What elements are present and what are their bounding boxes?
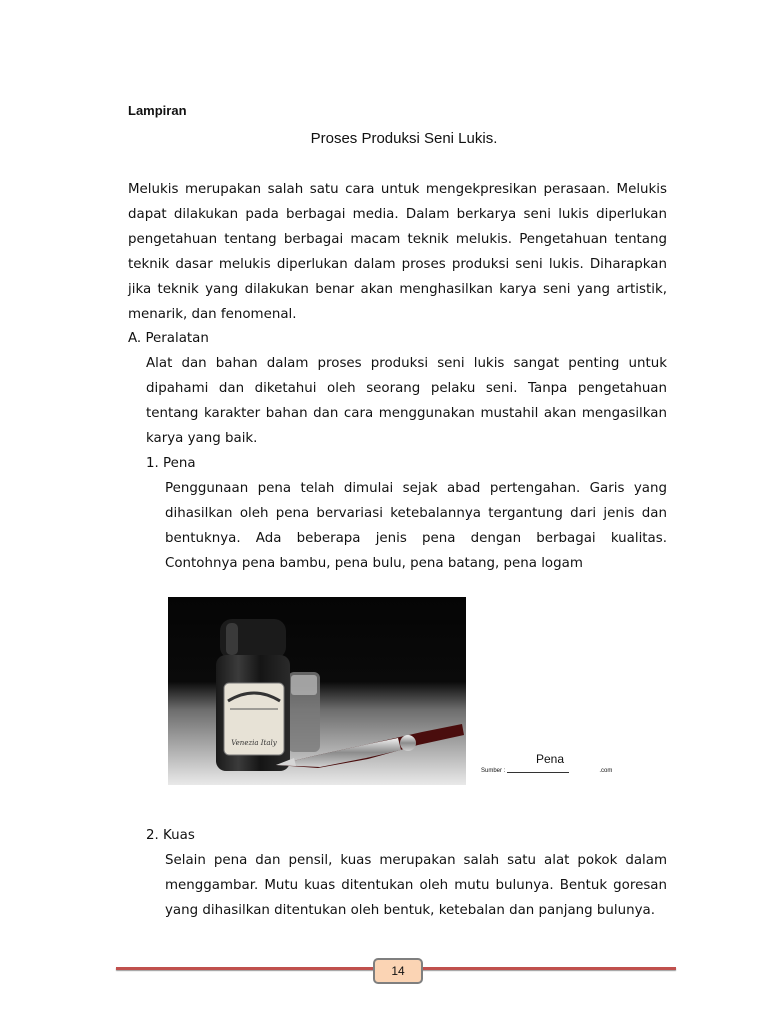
pen-ink-photo — [168, 597, 466, 785]
section-a-heading: A. Peralatan — [128, 331, 209, 346]
item-pena-paragraph: Penggunaan pena telah dimulai sejak abad pertengahan. Garis yang dihasilkan oleh pena bervariasi ketebalannya tergantung dari jenis dan bentuknya. Ada beberapa jenis pena dengan berbagai kualitas. Contohnya pena bambu, pena bulu, pena batang, pena logam — [165, 481, 667, 571]
appendix-label: Lampiran — [128, 103, 187, 118]
figure-source — [481, 768, 612, 774]
intro-paragraph: Melukis merupakan salah satu cara untuk mengekpresikan perasaan. Melukis dapat dilakukan pada berbagai media. Dalam berkarya seni lukis diperlukan pengetahuan tentang berbagai macam teknik melukis. Pengetahuan tentang teknik dasar melukis diperlukan dalam proses produksi seni lukis. Diharapkan jika teknik yang dilakukan benar akan menghasilkan karya seni yang artistik, menarik, dan fenomenal. — [128, 182, 667, 322]
source-blank-line — [507, 772, 569, 773]
page-number: 14 — [373, 958, 423, 984]
item-kuas-paragraph: Selain pena dan pensil, kuas merupakan salah satu alat pokok dalam menggambar. Mutu kuas ditentukan oleh mutu bulunya. Bentuk goresan yang dihasilkan ditentukan oleh bentuk, ketebalan dan panjang bulunya. — [165, 853, 667, 918]
page-title: Proses Produksi Seni Lukis. — [310, 130, 498, 147]
source-prefix: Sumber : — [481, 768, 506, 774]
source-suffix: .com — [599, 768, 613, 774]
item-pena-heading: 1. Pena — [146, 456, 196, 471]
ink-label-text: Venezia Italy — [231, 739, 277, 747]
section-a-paragraph: Alat dan bahan dalam proses produksi seni lukis sangat penting untuk dipahami dan diketahui oleh seorang pelaku seni. Tanpa pengetahuan tentang karakter bahan dan cara menggunakan mustahil akan mengasilkan karya yang baik. — [146, 356, 667, 446]
item-kuas-heading: 2. Kuas — [146, 828, 195, 843]
figure-caption: Pena — [536, 752, 565, 766]
